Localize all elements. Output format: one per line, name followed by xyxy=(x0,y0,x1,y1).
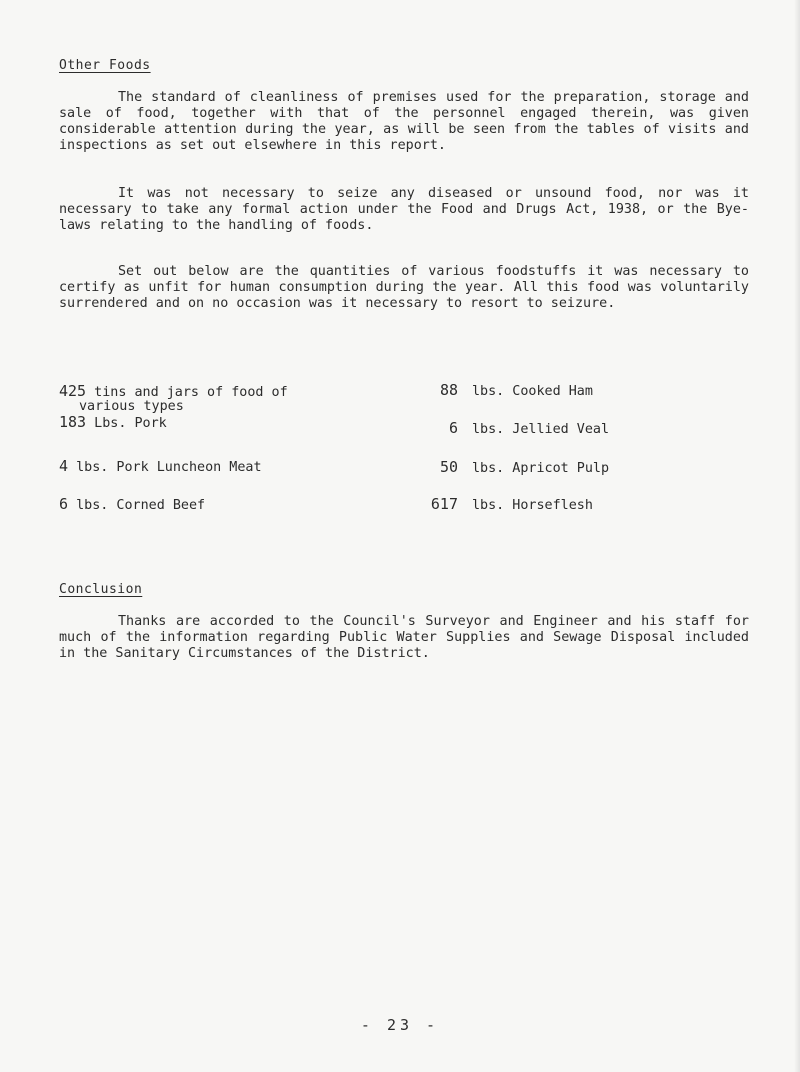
unfit-food-description-continued: various types xyxy=(79,399,184,414)
paragraph-conclusion-text: Thanks are accorded to the Council's Surveyor and Engineer and his staff for much of the information regarding Public Water Supplies and Sewage Disposal included in the Sanitary Circumstances of the District. xyxy=(59,614,749,661)
unfit-food-quantity: 425 xyxy=(59,382,87,400)
unfit-food-item xyxy=(418,420,609,438)
unfit-food-item xyxy=(59,458,262,476)
unfit-food-item xyxy=(59,496,205,514)
unfit-food-quantity: 183 xyxy=(59,413,87,431)
unfit-food-quantity: 6 xyxy=(448,419,458,437)
unfit-food-item xyxy=(418,459,609,477)
paragraph-cleanliness xyxy=(59,90,749,154)
paragraph-cleanliness-text: The standard of cleanliness of premises used for the preparation, storage and sale of food, together with that of the personnel engaged therein, was given considerable attention during the year, as will be seen from the tables of visits and inspections as set out elsewhere in this report. xyxy=(59,90,749,153)
section-heading-conclusion: Conclusion xyxy=(59,582,143,597)
page-number: - 23 - xyxy=(360,1016,440,1034)
section-heading-other-foods: Other Foods xyxy=(59,58,151,73)
unfit-food-item xyxy=(418,496,593,514)
paragraph-quantities-intro-text: Set out below are the quantities of various foodstuffs it was necessary to certify as unfit for human consumption during the year. All this food was voluntarily surrendered and on no occasion was it necessary to resort to seizure. xyxy=(59,264,749,311)
paragraph-no-seizure xyxy=(59,186,749,234)
unfit-food-quantity: 88 xyxy=(439,381,458,399)
unfit-food-description: tins and jars of food of xyxy=(94,385,288,400)
paragraph-quantities-intro xyxy=(59,264,749,312)
unfit-food-description: lbs. Horseflesh xyxy=(472,498,593,513)
unfit-food-quantity: 50 xyxy=(439,458,458,476)
unfit-food-description: lbs. Corned Beef xyxy=(76,498,206,513)
unfit-food-quantity: 4 xyxy=(59,457,69,475)
unfit-food-description: lbs. Jellied Veal xyxy=(472,422,610,437)
unfit-food-item xyxy=(418,382,593,400)
scan-edge-shadow xyxy=(794,0,800,1072)
unfit-food-quantity: 617 xyxy=(430,495,458,513)
paragraph-conclusion xyxy=(59,614,749,662)
paragraph-no-seizure-text: It was not necessary to seize any diseased or unsound food, nor was it necessary to take any formal action under the Food and Drugs Act, 1938, or the Bye-laws relating to the handling of foods. xyxy=(59,186,749,233)
unfit-food-description: Lbs. Pork xyxy=(94,416,167,431)
unfit-food-quantity: 6 xyxy=(59,495,69,513)
unfit-food-description: lbs. Pork Luncheon Meat xyxy=(76,460,262,475)
unfit-food-description: lbs. Apricot Pulp xyxy=(472,461,610,476)
unfit-food-item xyxy=(59,414,167,432)
unfit-food-description: lbs. Cooked Ham xyxy=(472,384,593,399)
